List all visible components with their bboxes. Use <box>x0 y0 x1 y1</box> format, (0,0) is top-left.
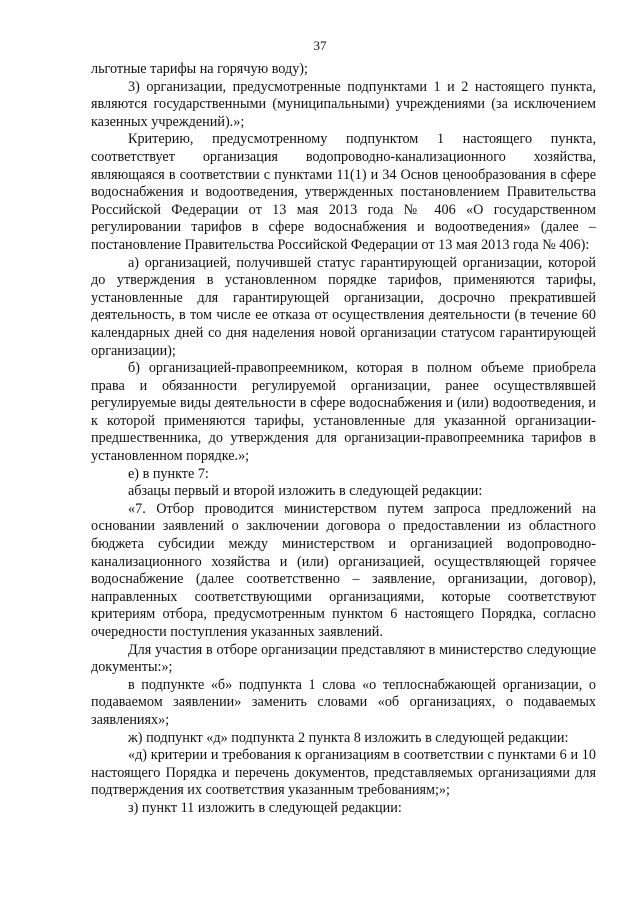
paragraph-abzacy: абзацы первый и второй изложить в следующей редакции: <box>128 483 483 500</box>
paragraph-criterion: Критерию, предусмотренному подпунктом 1 настоящего пункта, соответствует организация водопроводно-канализационного хозяйства, являющаяся в соответствии с пунктами 11(1) и 34 Основ ценообразования в сфере водоснабжения и водоотведения, утвержденных постановлением Правительства Российской Федерации от 13 мая 2013 года № 406 «О государственном регулировании тарифов в сфере водоснабжения и водоотведения» (далее – постановление Правительства Российской Федерации от 13 мая 2013 года № 406): <box>91 131 596 253</box>
page-number: 37 <box>313 38 327 53</box>
document-body <box>91 61 596 818</box>
paragraph-subpoint-d: «д) критерии и требования к организациям в соответствии с пунктами 6 и 10 настоящего Порядка и перечень документов, представляемых организациями для подтверждения их соответствия указанным требованиям;»; <box>91 747 596 799</box>
paragraph-point-7: «7. Отбор проводится министерством путем запроса предложений на основании заявлений о заключении договора о предоставлении из областного бюджета субсидии между министерством и организацией водопроводно-канализационного хозяйства и (или) организацией, осуществляющей горячее водоснабжение (далее соответственно – заявление, организации, договор), направленных соответствующими организациями, которые соответствуют критериям отбора, предусмотренным пунктом 6 настоящего Порядка, согласно очередности поступления указанных заявлений. <box>91 500 596 640</box>
paragraph-continuation: льготные тарифы на горячую воду); <box>91 61 308 77</box>
paragraph-participation: Для участия в отборе организации представляют в министерство следующие документы:»; <box>91 641 596 676</box>
paragraph-item-z: з) пункт 11 изложить в следующей редакции: <box>128 799 402 816</box>
paragraph-item-3: 3) организации, предусмотренные подпунктами 1 и 2 настоящего пункта, являются государственными (муниципальными) учреждениями (за исключением казенных учреждений).»; <box>91 78 596 130</box>
paragraph-item-b: б) организацией-правопреемником, которая в полном объеме приобрела права и обязанности регулируемой организации, ранее осуществлявшей регулируемые виды деятельности в сфере водоснабжения и (или) водоотведения, и к которой применяются тарифы, установленные для указанной организации-предшественника, до утверждения для организации-правопреемника тарифов в установленном порядке.»; <box>91 360 596 465</box>
paragraph-item-a: а) организацией, получившей статус гарантирующей организации, которой до утверждения в установленном порядке тарифов, применяются тарифы, установленные для гарантирующей организации, досрочно прекратившей деятельность, в том числе ее отказа от осуществления деятельности (в течение 60 календарных дней со дня наделения новой организации статусом гарантирующей организации); <box>91 254 596 359</box>
paragraph-item-zh: ж) подпункт «д» подпункта 2 пункта 8 изложить в следующей редакции: <box>128 729 569 746</box>
paragraph-subpoint-b: в подпункте «б» подпункта 1 слова «о теплоснабжающей организации, о подаваемом заявлении» заменить словами «об организациях, о подаваемых заявлениях»; <box>91 676 596 728</box>
paragraph-item-e: е) в пункте 7: <box>128 465 209 482</box>
